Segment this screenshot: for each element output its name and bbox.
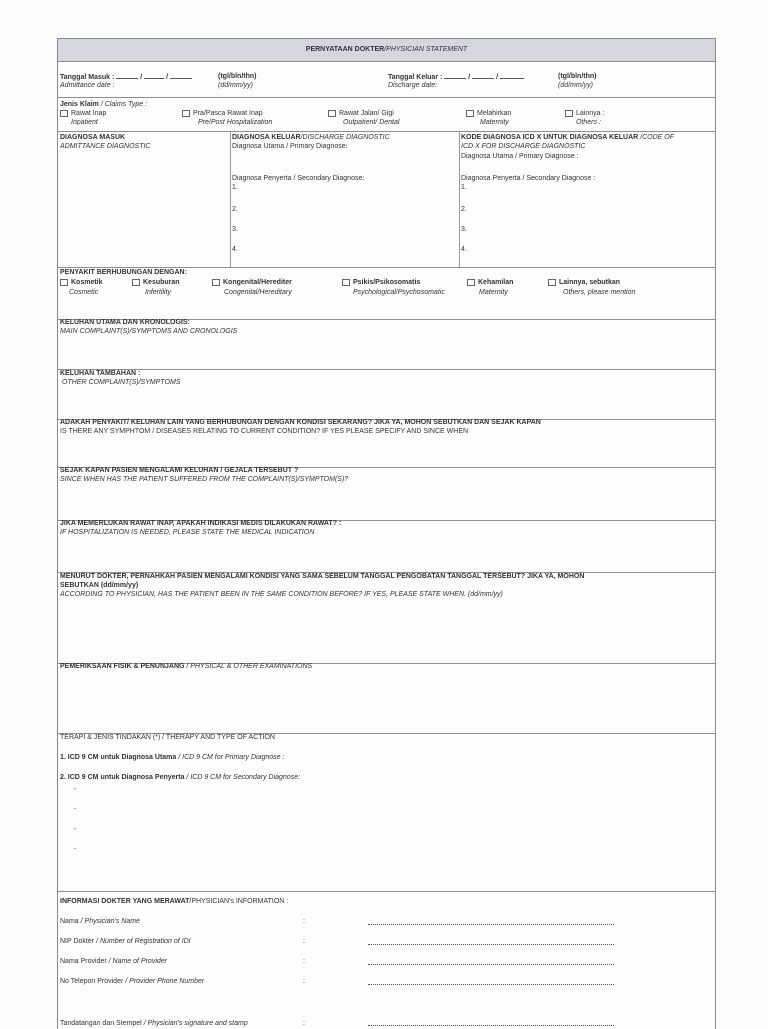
related-option-others[interactable]: Lainnya, sebutkan: [548, 278, 620, 287]
icd-secondary-therapy: 2. ICD 9 CM untuk Diagnosa Penyerta / ICD 9 CM for Secondary Diagnose:: [60, 774, 301, 781]
related-option-psychological[interactable]: Psikis/Psikosomatis: [342, 278, 420, 287]
discharge-number-3: 3.: [232, 226, 238, 233]
related-disease-label: PENYAKIT BERHUBUNGAN DENGAN:: [60, 269, 187, 276]
colon: :: [303, 958, 305, 965]
signature-field[interactable]: [368, 1025, 614, 1026]
checkbox[interactable]: [212, 279, 220, 286]
claim-type-label: Jenis Klaim / Claims Type :: [60, 101, 148, 108]
discharge-secondary-diagnose: Diagnosa Penyerta / Secondary Diagnose:: [232, 175, 365, 182]
since-when-question-en: SINCE WHEN HAS THE PATIENT SUFFERED FROM THE COMPLAINT(S)/SYMPTOM(S)?: [60, 476, 349, 483]
discharge-diagnosis-label: DIAGNOSA KELUAR/DISCHARGE DIAGNOSTIC: [232, 134, 390, 141]
related-option-congenital-en: Congenital/Hereditary: [224, 289, 292, 296]
provider-phone-label: No Telepon Provider / Provider Phone Number: [60, 978, 205, 985]
checkbox[interactable]: [132, 279, 140, 286]
provider-name-label: Nama Provider / Name of Provider: [60, 958, 167, 965]
therapy-dash-1: -: [74, 786, 77, 793]
claim-option-inpatient-en: Inpatient: [71, 119, 98, 126]
physician-name-label: Nama / Physician's Name: [60, 918, 140, 925]
checkbox[interactable]: [548, 279, 556, 286]
related-option-congenital[interactable]: Kongenital/Herediter: [212, 278, 292, 287]
therapy-dash-3: -: [74, 826, 77, 833]
since-when-question: SEJAK KAPAN PASIEN MENGALAMI KELUHAN / GEJALA TERSEBUT ?: [60, 467, 299, 474]
icd-code-en: ICD X FOR DISCHARGE DIAGNOSTIC: [461, 143, 586, 150]
icd-secondary-diagnose: Diagnosa Penyerta / Secondary Diagnose :: [461, 175, 596, 182]
other-complaint-en: OTHER COMPLAINT(S)/SYMPTOMS: [62, 379, 181, 386]
column-divider: [459, 131, 460, 267]
divider: [58, 369, 715, 370]
claim-option-pre-post[interactable]: Pra/Pasca Rawat Inap: [182, 109, 263, 118]
physician-info-label: INFORMASI DOKTER YANG MERAWAT/PHYSICIAN's INFORMATION :: [60, 898, 289, 905]
provider-phone-field[interactable]: [368, 984, 614, 985]
same-condition-question-en: ACCORDING TO PHYSICIAN, HAS THE PATIENT BEEN IN THE SAME CONDITION BEFORE? IF YES, PLEASE STATE WHEN. (dd/mm/yy): [60, 591, 503, 598]
discharge-number-1: 1.: [232, 184, 238, 191]
claim-option-pre-post-en: Pre/Post Hospitalization: [198, 119, 273, 126]
admission-date-sub: Admittance date :: [60, 82, 115, 89]
related-option-cosmetic-en: Cosmetic: [69, 289, 99, 296]
discharge-number-4: 4.: [232, 246, 238, 253]
therapy-label: TERAPI & JENIS TINDAKAN (*) / THERAPY AND TYPE OF ACTION: [60, 734, 275, 741]
colon: :: [303, 918, 305, 925]
same-condition-question: MENURUT DOKTER, PERNAHKAH PASIEN MENGALAMI KONDISI YANG SAMA SEBELUM TANGGAL PENGOBATAN TANGGAL TERSEBUT? JIKA YA, MOHON: [60, 573, 585, 580]
icd-number-1: 1.: [461, 184, 467, 191]
claim-option-others-en: Others :: [576, 119, 601, 126]
therapy-dash-4: -: [74, 846, 77, 853]
admittance-diagnosis-en: ADMITTANCE DIAGNOSTIC: [60, 143, 151, 150]
related-symptom-question: ADAKAH PENYAKIT/ KELUHAN LAIN YANG BERHUBUNGAN DENGAN KONDISI SEKARANG? JIKA YA, MOHON SEBUTKAN DAN SEJAK KAPAN: [60, 419, 541, 426]
related-option-psychological-en: Psychological/Psychosomatic: [353, 289, 445, 296]
icd-number-4: 4.: [461, 246, 467, 253]
hospitalization-question: JIKA MEMERLUKAN RAWAT INAP, APAKAH INDIKASI MEDIS DILAKUKAN RAWAT? :: [60, 520, 342, 527]
related-option-pregnancy-en: Maternity: [479, 289, 508, 296]
claim-option-maternity[interactable]: Melahirkan: [466, 109, 511, 118]
physician-name-field[interactable]: [368, 924, 614, 925]
form-title-main: PERNYATAAN DOKTER: [305, 46, 385, 53]
provider-name-field[interactable]: [368, 964, 614, 965]
related-option-cosmetic[interactable]: Kosmetik: [60, 278, 103, 287]
checkbox[interactable]: [466, 110, 474, 117]
related-option-infertility[interactable]: Kesuburan: [132, 278, 180, 287]
colon: :: [303, 978, 305, 985]
column-divider: [230, 131, 231, 267]
related-symptom-question-en: IS THERE ANY SYMPHTOM / DISEASES RELATING TO CURRENT CONDITION? IF YES PLEASE SPECIFY AND SINCE WHEN: [60, 428, 469, 435]
icd-number-3: 3.: [461, 226, 467, 233]
checkbox[interactable]: [60, 110, 68, 117]
claim-option-inpatient[interactable]: Rawat Inap: [60, 109, 106, 118]
icd-primary-therapy: 1. ICD 9 CM untuk Diagnosa Utama / ICD 9 CM for Primary Diagnose :: [60, 754, 285, 761]
admission-date-label: Tanggal Masuk : / /: [60, 72, 192, 82]
discharge-primary-diagnose: Diagnosa Utama / Primary Diagnose:: [232, 143, 348, 150]
therapy-dash-2: -: [74, 806, 77, 813]
checkbox[interactable]: [342, 279, 350, 286]
hospitalization-question-en: IF HOSPITALIZATION IS NEEDED, PLEASE STATE THE MEDICAL INDICATION: [60, 529, 315, 536]
same-condition-question-2: SEBUTKAN (dd/mm/yy): [60, 582, 139, 589]
form-title: [58, 39, 715, 62]
related-option-infertility-en: Infertility: [145, 289, 172, 296]
claim-option-others[interactable]: Lainnya :: [565, 109, 604, 118]
discharge-date-format-sub: (dd/mm/yy): [558, 82, 593, 89]
admission-date-format: (tgl/bln/thn): [218, 73, 257, 80]
colon: :: [303, 1020, 305, 1027]
divider: [58, 97, 715, 98]
discharge-date-sub: Discharge date:: [388, 82, 438, 89]
discharge-date-label: Tanggal Keluar : / /: [388, 72, 524, 82]
claim-option-outpatient[interactable]: Rawat Jalan/ Gigi: [328, 109, 394, 118]
checkbox[interactable]: [182, 110, 190, 117]
physician-statement-form: [57, 38, 716, 1029]
main-complaint-en: MAIN COMPLAINT(S)/SYMPTOMS AND CRONOLOGIS: [60, 328, 238, 335]
colon: :: [303, 938, 305, 945]
icd-primary-diagnose: Diagnosa Utama / Primary Diagnose :: [461, 153, 579, 160]
checkbox[interactable]: [467, 279, 475, 286]
divider: [58, 131, 715, 132]
admittance-diagnosis-label: DIAGNOSA MASUK: [60, 134, 126, 141]
checkbox[interactable]: [565, 110, 573, 117]
checkbox[interactable]: [328, 110, 336, 117]
icd-code-label: KODE DIAGNOSA ICD X UNTUK DIAGNOSA KELUAR /CODE OF: [461, 134, 675, 141]
checkbox[interactable]: [60, 279, 68, 286]
claim-option-outpatient-en: Outpatient/ Dental: [343, 119, 400, 126]
other-complaint-label: KELUHAN TAMBAHAN :: [60, 370, 141, 377]
main-complaint-label: KELUHAN UTAMA DAN KRONOLOGIS:: [60, 319, 190, 326]
related-option-others-en: Others, please mention: [563, 289, 636, 296]
icd-number-2: 2.: [461, 206, 467, 213]
discharge-date-format: (tgl/bln/thn): [558, 73, 597, 80]
related-option-pregnancy[interactable]: Kehamilan: [467, 278, 513, 287]
discharge-number-2: 2.: [232, 206, 238, 213]
signature-label: Tandatangan dan Stempel / Physician's signature and stamp: [60, 1020, 248, 1027]
admission-date-format-sub: (dd/mm/yy): [218, 82, 253, 89]
form-title-sub: /PHYSICIAN STATEMENT: [384, 46, 468, 53]
divider: [58, 891, 715, 892]
claim-option-maternity-en: Maternity: [480, 119, 509, 126]
physician-registration-label: NIP Dokter / Number of Registration of IDI: [60, 938, 191, 945]
physician-registration-field[interactable]: [368, 944, 614, 945]
examination-label: PEMERIKSAAN FISIK & PENUNJANG / PHYSICAL & OTHER EXAMINATIONS: [60, 663, 313, 670]
